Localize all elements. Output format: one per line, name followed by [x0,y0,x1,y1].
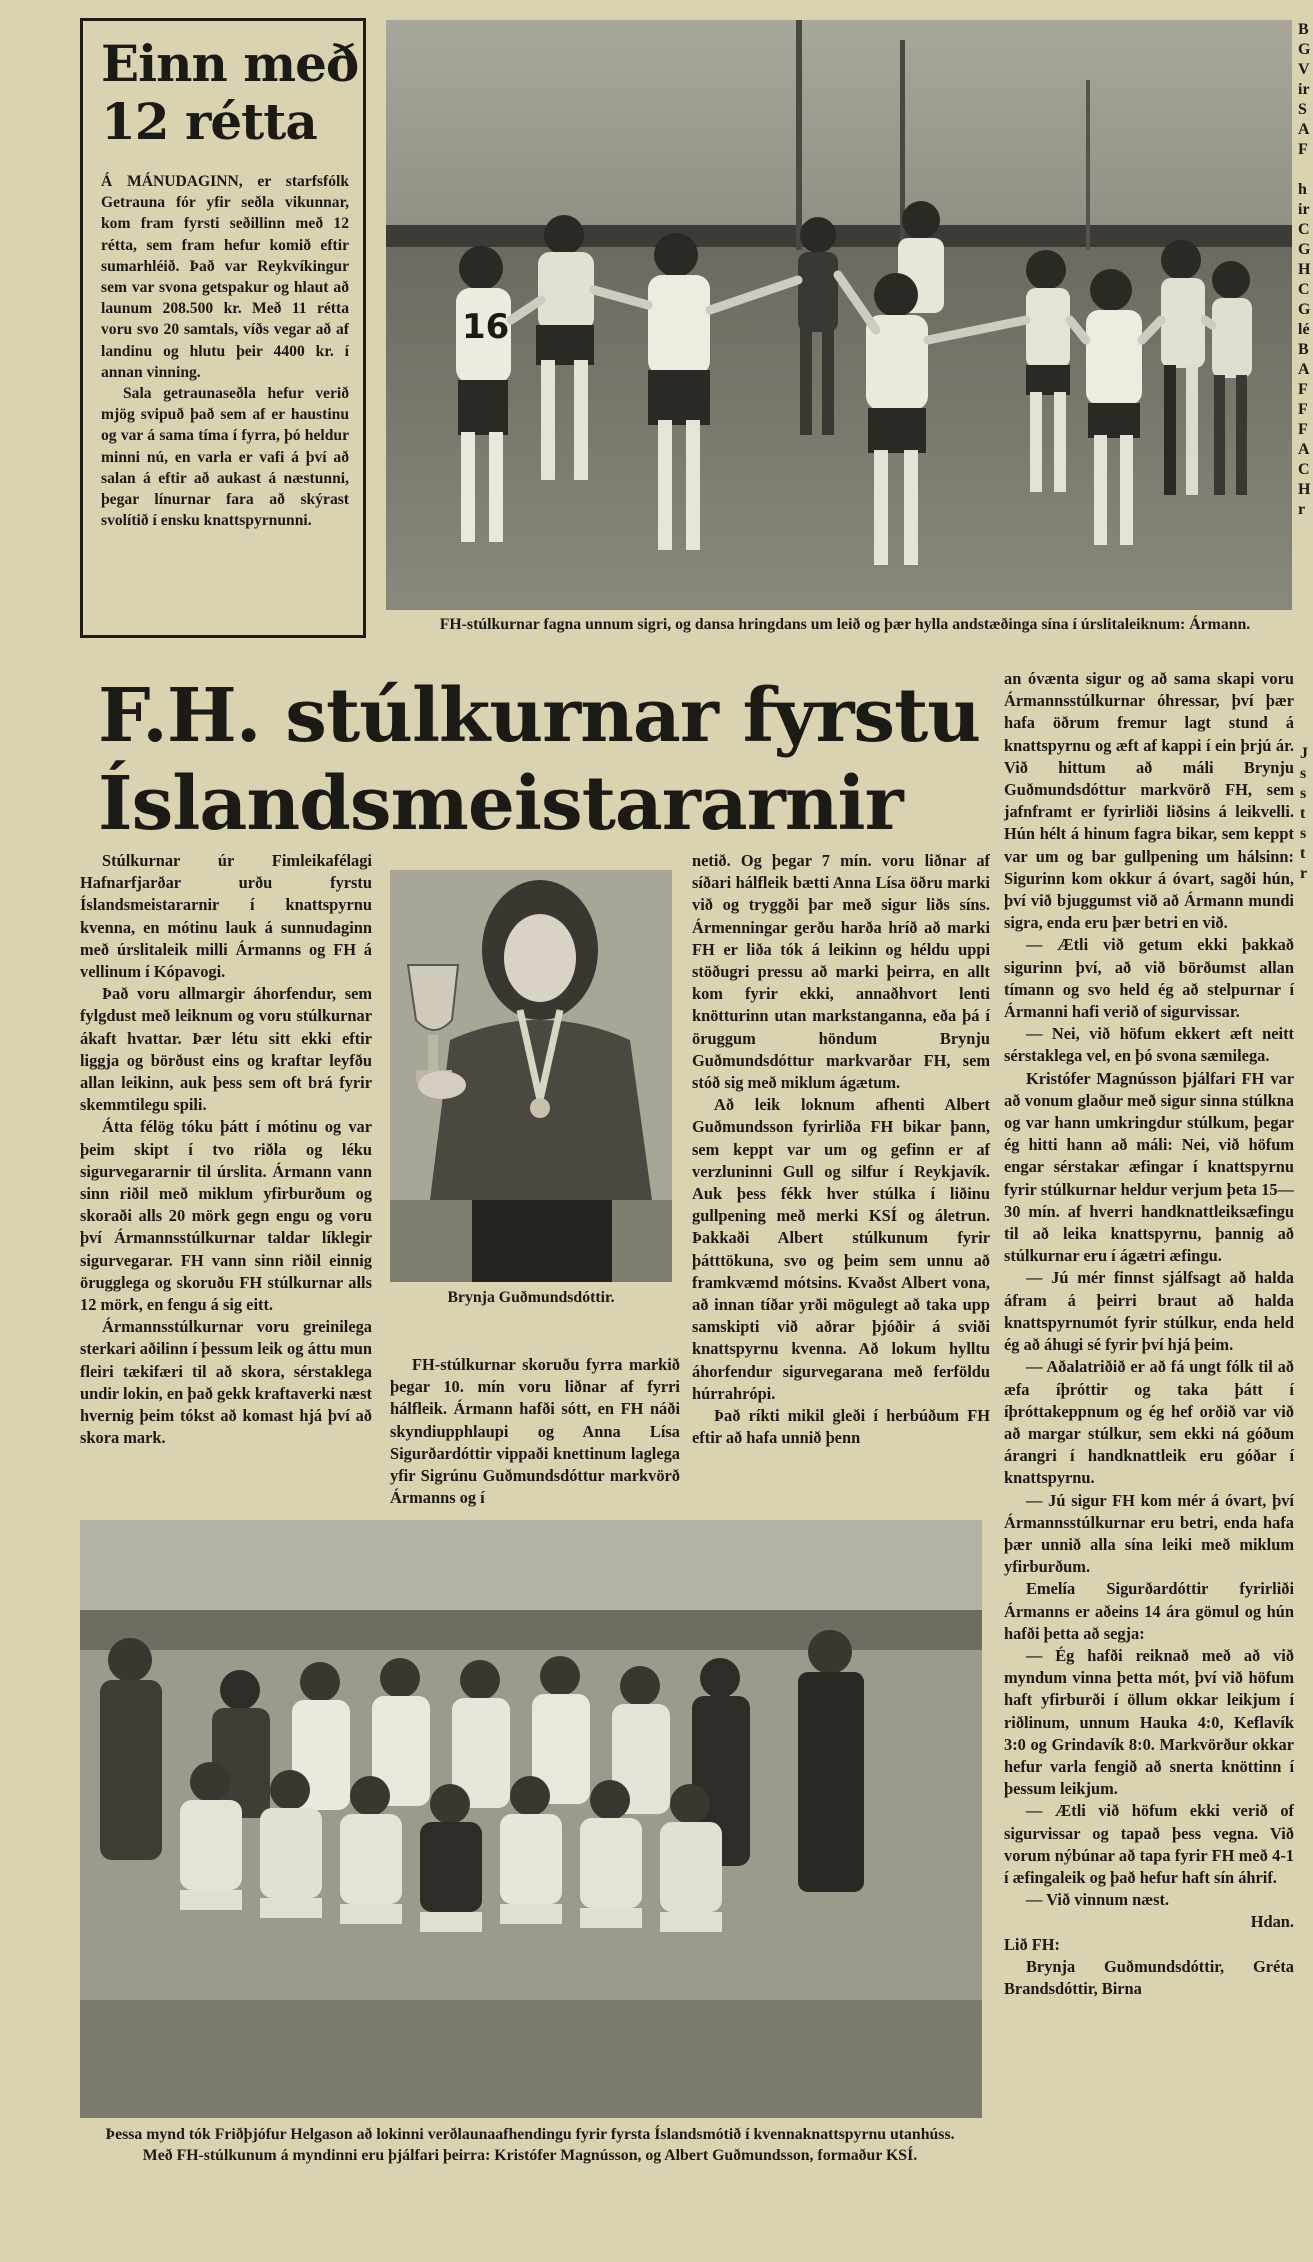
fragment-line: G [1298,301,1311,318]
fragment-line: ir [1298,81,1310,98]
fragment-line: h [1298,181,1307,198]
fragment-line: t [1300,805,1306,822]
portrait-photo [390,870,672,1282]
fragment-line: F [1298,381,1308,398]
fragment-line: J [1300,745,1308,762]
fragment-line: A [1298,361,1310,378]
fragment-line: r [1300,865,1308,882]
adjacent-column-fragment-mid [1300,744,1313,884]
fragment-line: ir [1298,201,1310,218]
fragment-line: t [1300,845,1306,862]
signature: Hdan. [1250,1912,1294,1932]
fragment-line: C [1298,461,1310,478]
fragment-line: F [1298,421,1308,438]
article-column-4: an óvænta sigur og að sama skapi voru Ármannsstúlkurnar óhressar, því þær hafa öðrum fremur lagt stund á knattspyrnu og æft af kappi í ein þrjú ár. Við hittum að máli Brynju Guðmundsdóttur markvörð FH, sem jafnframt er fyrirliði liðsins á leikvelli. Hún hélt á hinum fagra bikar, sem keppt var um og bar gullpening um hálsinn: Sigurinn kom okkur á óvart, sagði hún, því við bjuggumst við að Ármann mundi sigra, enda eru þær betri en við. — Ætli við getum ekki þakkað sigurinn því, að við börðumst allan tímann og svo held ég að stelpurnar í Ármanni hafi verið of sigurvissar. — Nei, við höfum ekkert æft neitt sérstaklega vel, en þó svona sæmilega. Kristófer Magnússon þjálfari FH var að vonum glaður með sigur sinna stúlkna og var hann umkringdur stúlkum, þegar ég hitti hann að máli: Nei, við höfum engar sérstakar æfingar í knattspyrnu fyrir stúlkurnar heldur verjum þeta 15—30 mín. af hverri handknattleiksæfingu til að leika knattspyrnu, þannig að stúlkurnar eru í ágætri æfingu. — Jú mér finnst sjálfsagt að halda áfram á þeirri braut að halda knattspyrnumót fyrir stúlkur, enda held ég að áhugi sé fyrir því hjá þeim. — Aðalatriðið er að fá ungt fólk til að æfa íþróttir og taka þátt í íþróttakeppnum og ég hef orðið var við að margar stúlkur, sem ekki ná góðum árangri í handknattleik eru góðar í knattspyrnu. — Jú sigur FH kom mér á óvart, því Ármannsstúlkurnar eru betri, enda hafa þær unnið alla sína leiki með miklum yfirburðum. Emelía Sigurðardóttir fyrirliði Ármanns er aðeins 14 ára gömul og hún hafði þetta að segja: — Ég hafði reiknað með að við myndum vinna þetta mót, því við höfum haft yfirburði í öllum okkar leikjum í riðlinum, unnum Hauka 4:0, Keflavík 3:0 og Grindavík 8:0. Markvörður okkar hefur varla fengið að snerta knöttinn í þessum leikjum. — Ætli við höfum ekki verið of sigurvissar og tapað þess vegna. Við vorum nýbúnar að tapa fyrir FH með 4-1 í æfingaleik og það hefur haft sín áhrif. — Við vinnum næst. Hdan. Lið FH: Brynja Guðmundsdóttir, Gréta Brandsdóttir, Birna [1004,668,1294,2000]
fragment-line: s [1300,825,1307,842]
fragment-line: lé [1298,321,1310,338]
fragment-line: A [1298,441,1310,458]
fragment-line: s [1300,785,1307,802]
fragment-line: H [1298,481,1311,498]
fragment-line: C [1298,281,1310,298]
fragment-line: G [1298,41,1311,58]
celebration-photo-caption: FH-stúlkurnar fagna unnum sigri, og dansa hringdans um leið og þær hylla andstæðinga sína í úrslitaleiknum: Ármann. [439,616,1251,633]
adjacent-column-fragment-top [1298,20,1313,520]
fragment-line: A [1298,121,1310,138]
fragment-line: S [1298,101,1307,118]
box-title: Einn með 12 rétta [101,34,359,151]
fragment-line [1298,160,1313,180]
getraunir-box [80,18,366,638]
fragment-line: H [1298,261,1311,278]
team-photo [80,1520,982,2118]
fragment-line: C [1298,221,1310,238]
article-column-2: FH-stúlkurnar skoruðu fyrra markið þegar 10. mín voru liðnar af fyrri hálfleik. Ármann hafði sótt, en FH náði skyndiupphlaupi og Anna Lísa Sigurðardóttir vippaði knettinum laglega yfir Sigrúnu Guðmundsdóttur markvörð Ármanns og í [390,1355,680,1508]
fragment-line: s [1300,765,1307,782]
fragment-line: B [1298,341,1309,358]
fragment-line: r [1298,501,1306,518]
fragment-line: B [1298,21,1309,38]
article-headline: F.H. stúlkurnar fyrstu Íslandsmeistararnir [98,673,981,847]
fragment-line: F [1298,141,1308,158]
article-column-1: Stúlkurnar úr Fimleikafélagi Hafnarfjarðar urðu fyrstu Íslandsmeistararnir í knattspyrnu kvenna, en mótinu lauk á sunnudaginn með úrslitaleik milli Ármanns og FH á vellinum í Kópavogi. Það voru allmargir áhorfendur, sem fylgdust með leiknum og voru stúlkurnar ákaft hvattar. Þær létu sitt ekki eftir liggja og börðust eins og kraftar leyfðu allan leikinn, auk þess sem oft brá fyrir skemmtilegu spili. Átta félög tóku þátt í mótinu og var þeim skipt í tvo riðla og léku sigurvegararnir til úrslita. Ármann vann sinn riðil með miklum yfirburðum og skoraði alls 20 mörk gegn engu og voru því Ármannsstúlkurnar taldar líklegir sigurvegarar. FH vann sinn riðil einnig örugglega og skoruðu FH stúlkurnar alls 12 mörk, en fengu á sig eitt. Ármannsstúlkurnar voru greinilega sterkari aðilinn í þessum leik og áttu mun fleiri tækifæri til að skora, sérstaklega undir lokin, en það gekk kraftaverki næst hvernig þeim tókst að komast hjá því að skora mark. [80,851,372,1448]
fragment-line: F [1298,401,1308,418]
fragment-line: V [1298,61,1310,78]
portrait-caption: Brynja Guðmundsdóttir. [447,1289,615,1306]
fragment-line: G [1298,241,1311,258]
lineup: Brynja Guðmundsdóttir, Gréta Brandsdóttir, Birna [1004,1956,1294,1998]
article-column-3: netið. Og þegar 7 mín. voru liðnar af síðari hálfleik bætti Anna Lísa öðru marki við og tryggði þar með sigur liðs síns. Ármenningar gerðu harða hríð að marki FH er liða tók á leikinn og héldu uppi stöðugri pressu að marki þeirra, en allt kom fyrir ekki, annaðhvort lenti knötturinn utan markstanganna, eða þá í öruggum höndum Brynju Guðmundsdóttur markvarðar FH, sem stóð sig með miklum ágætum. Að leik loknum afhenti Albert Guðmundsson fyrirliða FH bikar þann, sem keppt var um og gefinn er af verzluninni Gull og silfur í Reykjavík. Auk þess fékk hver stúlka í liðinu gullpening með merki KSÍ og áletrun. Þakkaði Albert stúlkunum fyrir þátttökuna, svo og þeim sem unnu að framkvæmd mótsins. Kvaðst Albert vona, að innan tíðar yrði mögulegt að taka upp samskipti við aðrar þjóðir á sviði knattspyrnu kvenna. Að lokum hylltu áhorfendur sigurvegarana með ferföldu húrrahrópi. Það ríkti mikil gleði í herbúðum FH eftir að hafa unnið þenn [692,851,990,1448]
team-photo-caption: Þessa mynd tók Friðþjófur Helgason að lokinni verðlaunaafhendingu fyrir fyrsta Íslandsmótið í kvennaknattspyrnu utanhúss. Með FH-stúlkunum á myndinni eru þjálfari þeirra: Kristófer Magnússon, og Albert Guðmundsson, formaður KSÍ. [105,2126,955,2164]
box-text: Á MÁNUDAGINN, er starfsfólk Getrauna fór yfir seðla vikunnar, kom fram fyrsti seðillinn með 12 rétta, sem fram hefur komið eftir sumarhléið. Það var Reykvíkingur sem var svona getspakur og hlaut að launum 208.500 kr. Með 11 rétta voru svo 20 samtals, víðs vegar að af landinu og hlutu þeir 4400 kr. í annan vinning. Sala getraunaseðla hefur verið mjög svipuð það sem af er haustinu og var á sama tíma í fyrra, þó heldur minni nú, en varla er vafi á því að salan á eftir að aukast á næstunni, þegar línurnar fara að skýrast svolítið í ensku knattspyrnunni. [101,173,349,530]
celebration-photo [386,20,1292,610]
jersey-number: 16 [462,307,510,347]
lineup-heading: Lið FH: [1004,1934,1060,1954]
